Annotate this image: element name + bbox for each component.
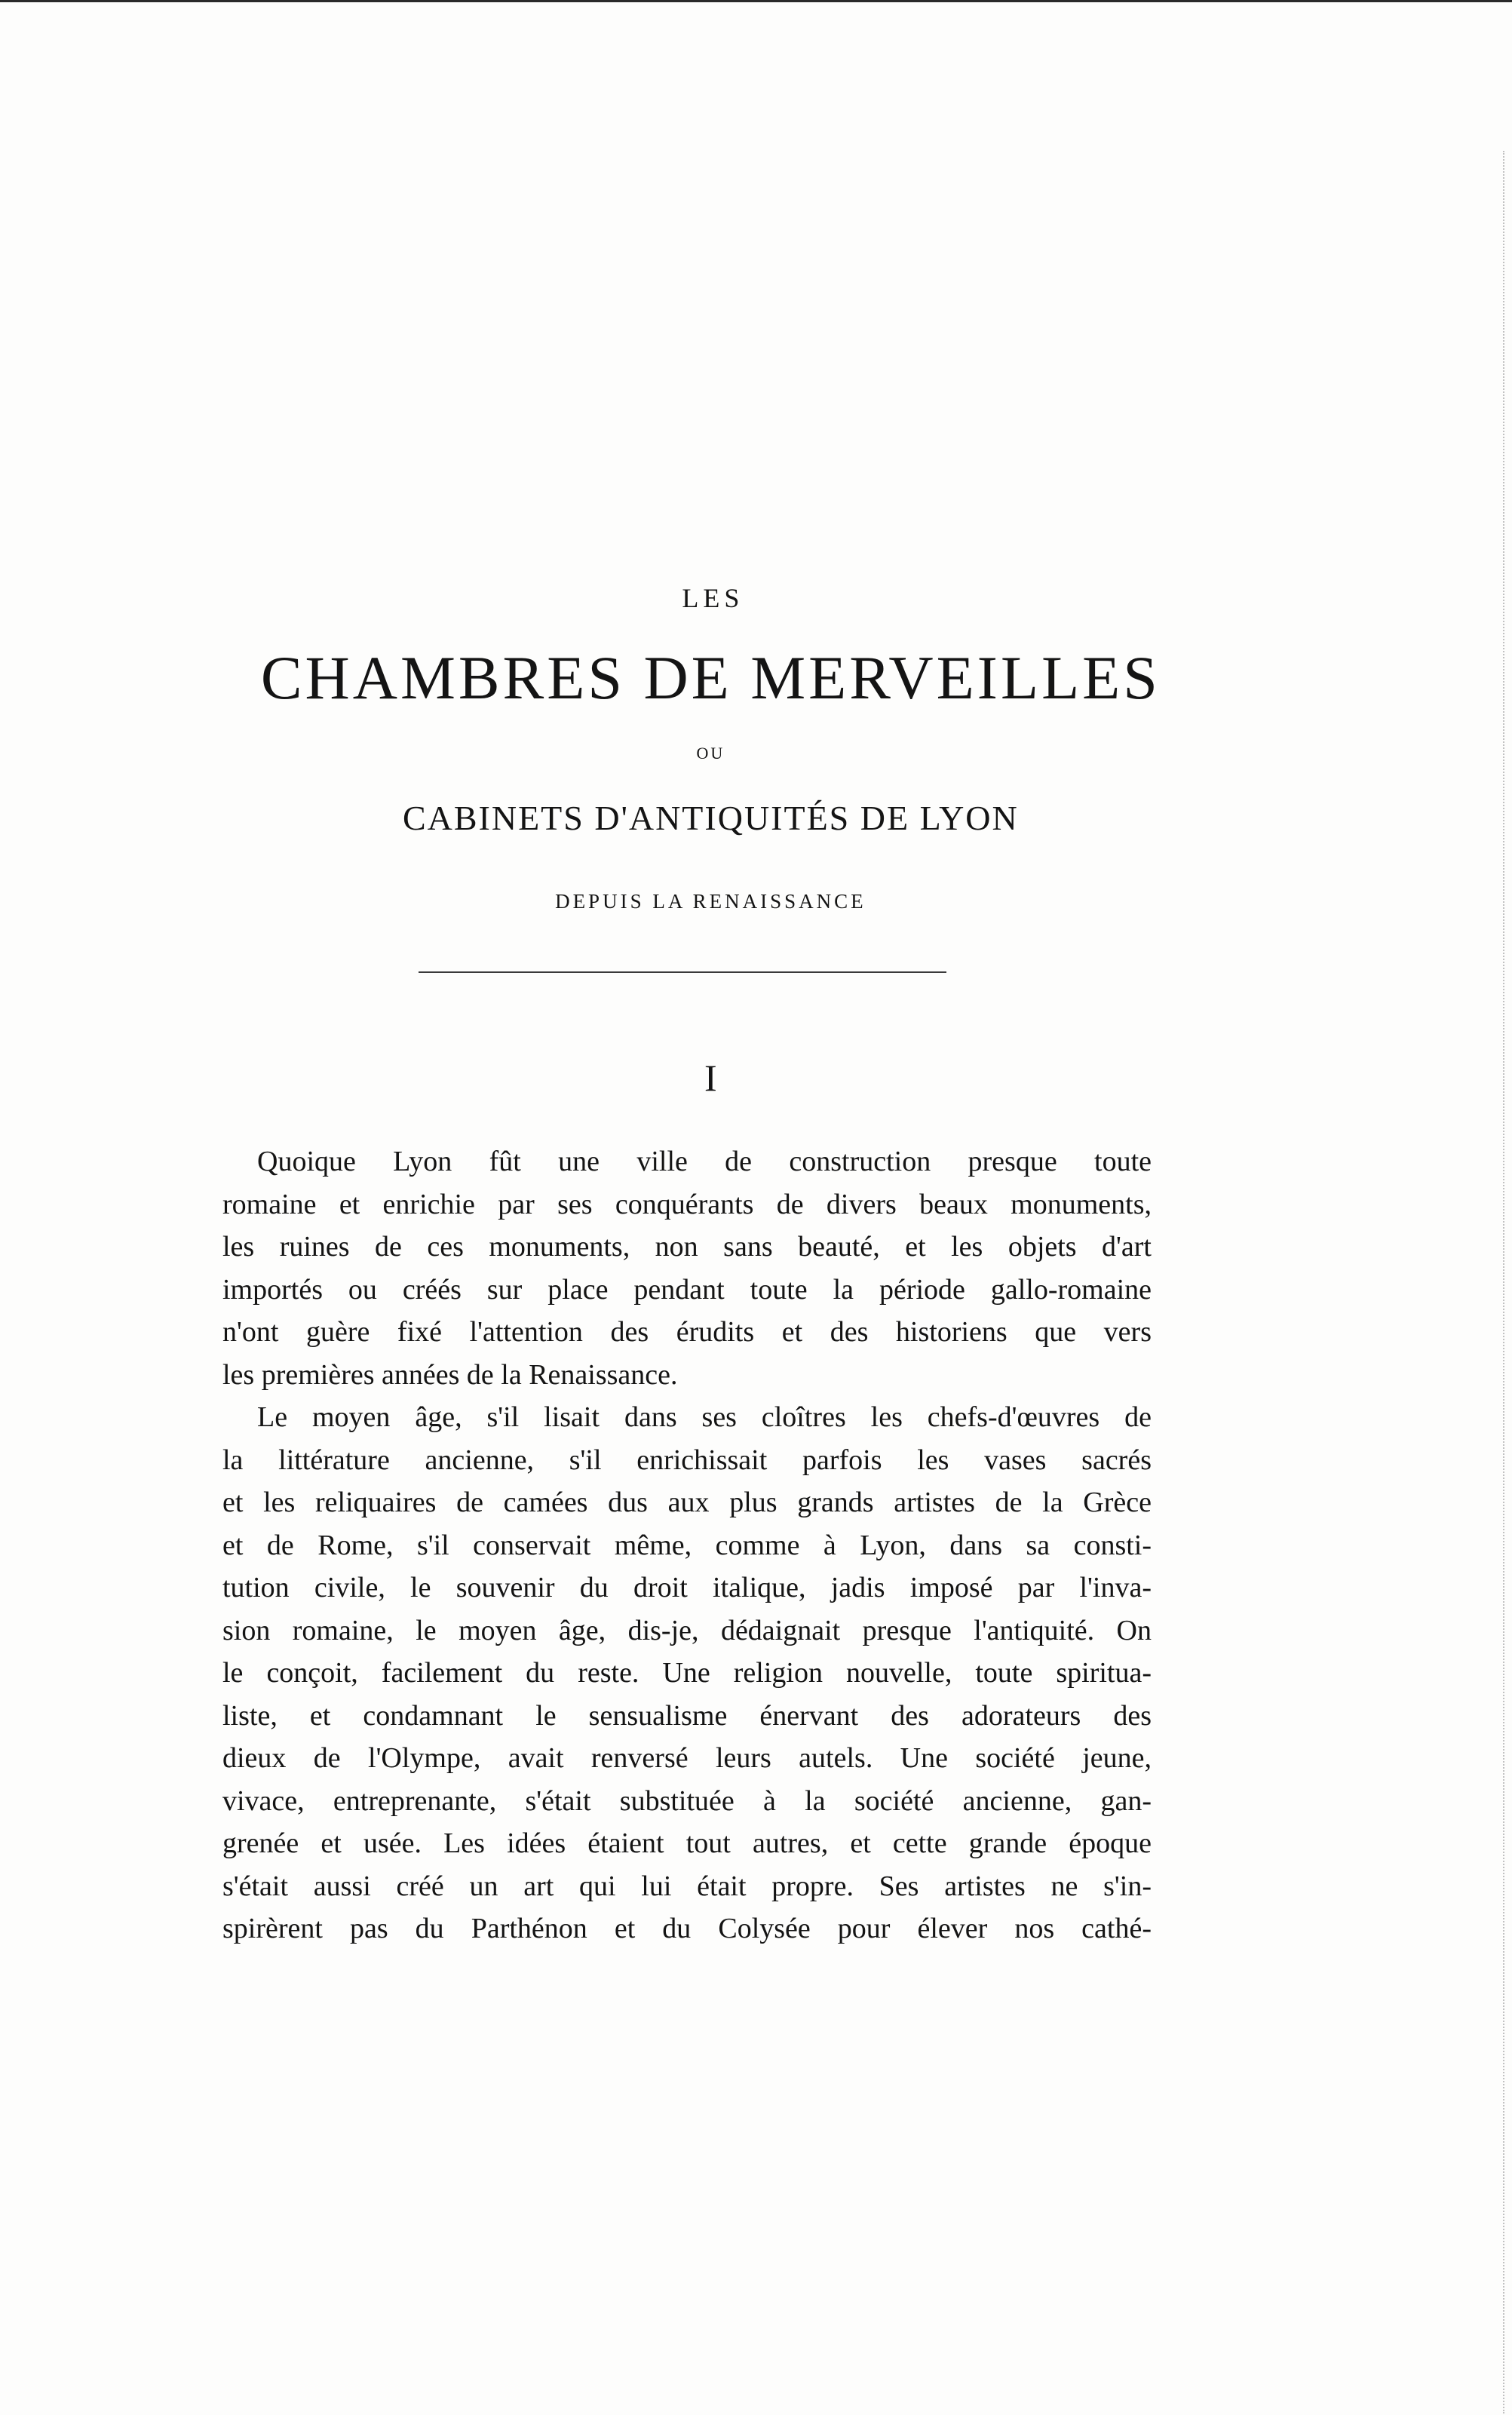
text-line: spirèrent pas du Parthénon et du Colysée pour élever nos cathé-	[222, 1913, 1152, 1944]
text-line: dieux de l'Olympe, avait renversé leurs autels. Une société jeune,	[222, 1742, 1152, 1774]
text-line: tution civile, le souvenir du droit italique, jadis imposé par l'inva-	[222, 1572, 1152, 1603]
text-line: vivace, entreprenante, s'était substituée à la société ancienne, gan-	[222, 1784, 1152, 1817]
text-line: romaine et enrichie par ses conquérants de divers beaux monuments,	[222, 1188, 1152, 1220]
text-line: liste, et condamnant le sensualisme énervant des adorateurs des	[222, 1699, 1152, 1732]
text-line: les premières années de la Renaissance.	[222, 1358, 678, 1391]
body-text	[222, 1140, 1152, 1950]
subtitle-depuis: DEPUIS LA RENAISSANCE	[555, 890, 866, 913]
text-line: et de Rome, s'il conservait même, comme à Lyon, dans sa consti-	[222, 1529, 1152, 1561]
text-line: Quoique Lyon fût une ville de construction presque toute	[257, 1146, 1152, 1177]
text-line: sion romaine, le moyen âge, dis-je, dédaignait presque l'antiquité. On	[222, 1614, 1152, 1646]
main-title: CHAMBRES DE MERVEILLES	[260, 643, 1161, 712]
text-line: la littérature ancienne, s'il enrichissait parfois les vases sacrés	[222, 1444, 1152, 1476]
page-edge-marks	[1498, 151, 1504, 2413]
text-line: s'était aussi créé un art qui lui était propre. Ses artistes ne s'in-	[222, 1870, 1152, 1902]
page-top-edge	[0, 0, 1512, 2]
section-divider	[419, 971, 946, 973]
text-line: le conçoit, facilement du reste. Une religion nouvelle, toute spiritua-	[222, 1657, 1152, 1689]
text-line: et les reliquaires de camées dus aux plus grands artistes de la Grèce	[222, 1487, 1152, 1518]
chapter-number: I	[704, 1057, 717, 1099]
title-ou: OU	[696, 744, 725, 763]
text-line: Le moyen âge, s'il lisait dans ses cloîtres les chefs-d'œuvres de	[257, 1401, 1152, 1433]
text-line: n'ont guère fixé l'attention des érudits et des historiens que vers	[222, 1316, 1152, 1348]
title-les: LES	[682, 583, 744, 613]
text-line: importés ou créés sur place pendant toute la période gallo-romaine	[222, 1273, 1152, 1306]
text-line: les ruines de ces monuments, non sans beauté, et les objets d'art	[222, 1231, 1152, 1263]
text-line: grenée et usée. Les idées étaient tout autres, et cette grande époque	[222, 1827, 1152, 1859]
subtitle: CABINETS D'ANTIQUITÉS DE LYON	[402, 799, 1019, 837]
